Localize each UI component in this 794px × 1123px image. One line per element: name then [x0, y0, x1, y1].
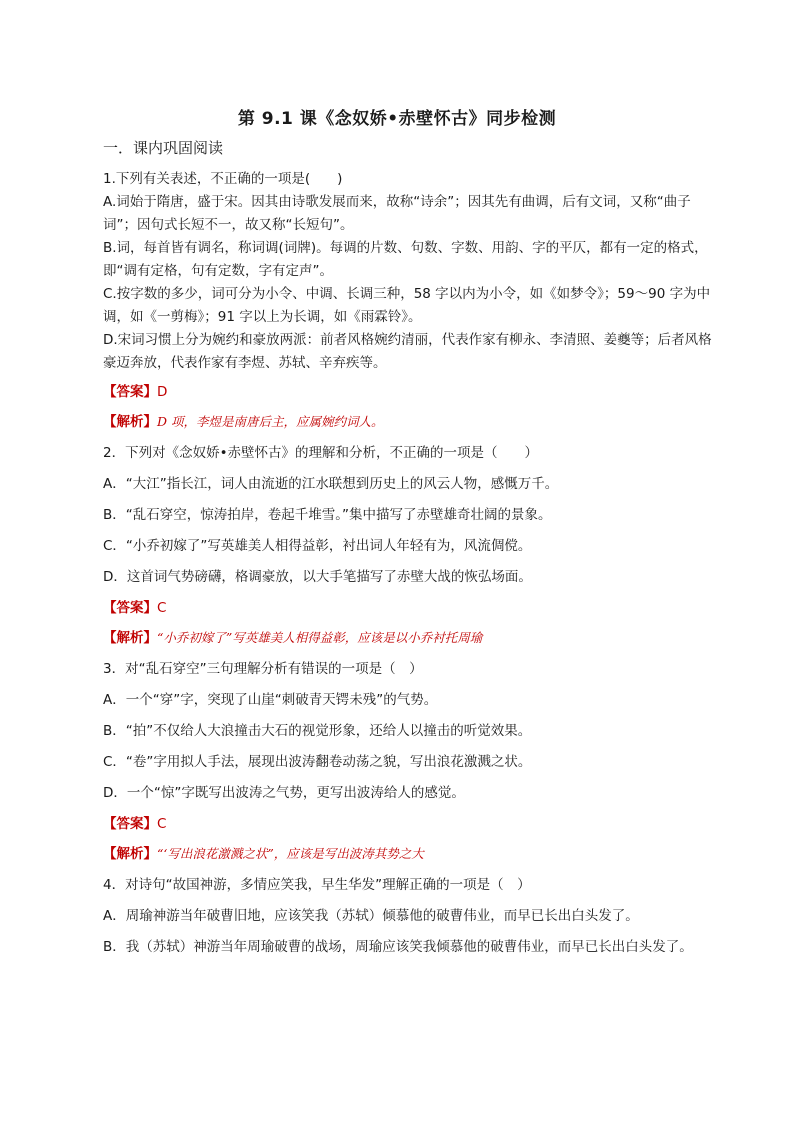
answer-label: 【答案】 [103, 384, 157, 400]
option-c: C．“小乔初嫁了”写英雄美人相得益彰，衬出词人年轻有为，风流倜傥。 [103, 538, 532, 554]
question-4 [103, 874, 723, 959]
answer-label: 【答案】 [103, 600, 157, 616]
option-a: A．一个“穿”字，突现了山崖“刺破青天锷未残”的气势。 [103, 692, 438, 708]
answer-line [103, 813, 723, 836]
option-c: C.按字数的多少，词可分为小令、中调、长调三种，58 字以内为小令，如《如梦令》；59～90 字为中调，如《一剪梅》；91 字以上为长调，如《雨霖铃》。 [103, 286, 711, 325]
option-c: C．“卷”字用拟人手法，展现出波涛翻卷动荡之貌，写出浪花激溅之状。 [103, 754, 532, 770]
analysis-line [103, 842, 723, 866]
question-stem: 1.下列有关表述，不正确的一项是( ) [103, 171, 343, 187]
option-d: D.宋词习惯上分为婉约和豪放两派：前者风格婉约清丽，代表作家有柳永、李清照、姜夔等；后者风格豪迈奔放，代表作家有李煜、苏轼、辛弃疾等。 [103, 332, 712, 371]
option-b: B．我（苏轼）神游当年周瑜破曹的战场，周瑜应该笑我倾慕他的破曹伟业，而早已长出白头发了。 [103, 939, 693, 955]
option-a: A.词始于隋唐，盛于宋。因其由诗歌发展而来，故称“诗余”；因其先有曲调，后有文词，又称“曲子词”；因句式长短不一，故又称“长短句”。 [103, 194, 691, 233]
analysis-text: D 项，李煜是南唐后主，应属婉约词人。 [157, 414, 384, 429]
option-a: A．“大江”指长江，词人由流逝的江水联想到历史上的风云人物，感慨万千。 [103, 476, 559, 492]
question-stem: 4．对诗句“故国神游，多情应笑我，早生华发”理解正确的一项是（ ） [103, 877, 531, 893]
question-1 [103, 168, 723, 434]
answer-label: 【答案】 [103, 816, 157, 832]
answer-line [103, 381, 723, 404]
question-stem: 2．下列对《念奴娇•赤壁怀古》的理解和分析，不正确的一项是（ ） [103, 445, 539, 461]
page-title: 第 9.1 课《念奴娇•赤壁怀古》同步检测 [237, 109, 557, 129]
answer-value: C [157, 816, 167, 832]
analysis-line [103, 410, 723, 434]
answer-value: C [157, 600, 167, 616]
option-d: D．这首词气势磅礴，格调豪放，以大手笔描写了赤壁大战的恢弘场面。 [103, 569, 532, 585]
analysis-line [103, 626, 723, 650]
question-3 [103, 658, 723, 866]
analysis-text: “‘写出浪花激溅之状”，应该是写出波涛其势之大 [157, 846, 424, 861]
option-a: A．周瑜神游当年破曹旧地，应该笑我（苏轼）倾慕他的破曹伟业，而早已长出白头发了。 [103, 908, 639, 924]
question-stem: 3．对“乱石穿空”三句理解分析有错误的一项是（ ） [103, 661, 423, 677]
option-b: B．“拍”不仅给人大浪撞击大石的视觉形象，还给人以撞击的听觉效果。 [103, 723, 532, 739]
option-d: D．一个“惊”字既写出波涛之气势，更写出波涛给人的感觉。 [103, 785, 465, 801]
question-list [103, 168, 723, 959]
option-b: B．“乱石穿空，惊涛拍岸，卷起千堆雪。”集中描写了赤壁雄奇壮阔的景象。 [103, 507, 552, 523]
analysis-label: 【解析】 [103, 846, 157, 862]
analysis-text: “小乔初嫁了”写英雄美人相得益彰，应该是以小乔衬托周瑜 [157, 630, 483, 645]
answer-line [103, 597, 723, 620]
analysis-label: 【解析】 [103, 414, 157, 430]
option-b: B.词，每首皆有调名，称词调(词牌)。每调的片数、句数、字数、用韵、字的平仄，都有一定的格式，即“调有定格，句有定数，字有定声”。 [103, 240, 708, 279]
analysis-label: 【解析】 [103, 630, 157, 646]
section-heading: 一．课内巩固阅读 [103, 139, 224, 157]
question-2 [103, 442, 723, 650]
answer-value: D [157, 384, 168, 400]
